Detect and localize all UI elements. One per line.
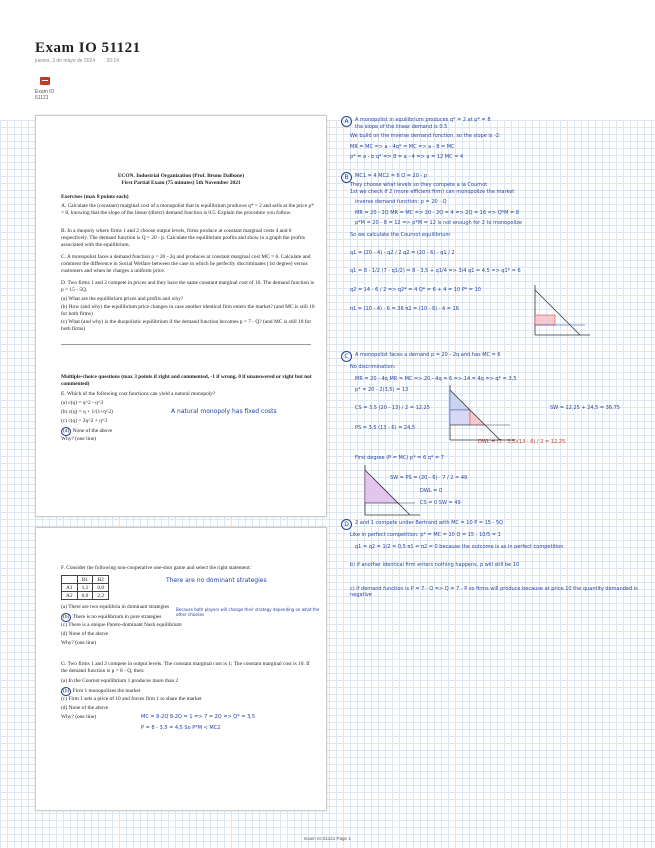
question-e: E. Which of the following cost functions can yield a natural monopoly? — [61, 391, 216, 397]
profit-area — [535, 315, 555, 325]
note-d-2: Like in perfect competition: p* = MC = 10 Q = 15 - 10/5 = 1 — [350, 532, 501, 538]
question-g: G. Two firms 1 and 2 compete in output levels. The constant marginal cost is 1; The constant marginal cost is 10. If the demand function is p = 8 - Q, then: — [61, 661, 310, 674]
note-label-d: D — [341, 519, 352, 530]
why-f: Why? (one line) — [61, 640, 97, 646]
game-cell: 0,0 — [77, 592, 93, 600]
page-date: jueves, 3 de mayo de 2024 — [35, 58, 96, 64]
note-b-2: They choose what levels so they compete a la Cournot — [350, 182, 488, 188]
handwritten-answer-e: A natural monopoly has fixed costs — [171, 408, 277, 415]
handwritten-answer-f: There are no dominant strategies — [166, 577, 267, 584]
game-cell — [62, 576, 78, 584]
uniform-price-graph — [445, 385, 515, 445]
option-f-d: (d) None of the above — [61, 631, 109, 637]
game-matrix — [61, 575, 109, 600]
note-c-5: CS = 3,5 (20 - 13) / 2 = 12,25 — [355, 405, 430, 411]
why-g: Why? (one line) — [61, 714, 97, 720]
page-title: Exam IO 51121 — [35, 40, 141, 56]
handwritten-note-f: Because both players will change their strategy depending on what the other chooses — [176, 607, 320, 617]
mc-heading: Multiple-choice questions (max 3 points if right and commented, -1 if wrong, 0 if unanswered or right but not commented) — [61, 374, 312, 387]
exercise-b: B. In a duopoly where firms 1 and 2 choose output levels, firms produce at constant marginal costs 4 and 6 respectively. The demand function is Q = 20 - p. Calculate the equilibrium profits and show in a graph the profits associated with the equilibrium. — [61, 228, 305, 248]
exercise-c: C. A monopolist faces a demand function p = 20 - 2q and produces at constant marginal cost MC = 6. Calculate and comment the difference in Social Welfare between the case in which he perfectly discriminates (1st degree) versus customers and when he charges a uniform price. — [61, 254, 311, 274]
note-b-1: MC1 = 4 MC2 = 6 Q = 20 - p — [355, 173, 428, 179]
note-b-9: q1 = 8 - 1/2 (7 - q1/2) = 8 - 3,5 + q1/4 => 3/4 q1 = 4,5 => q1* = 6 — [350, 268, 521, 274]
note-a-5: p* = a - b q* => 8 = a - 4 => a = 12 MC = 4 — [350, 154, 464, 160]
option-g-d: (d) None of the above — [61, 705, 109, 711]
exam-page-2 — [35, 527, 327, 811]
game-cell: A1 — [62, 584, 78, 592]
note-a-4: MR = MC => a - 4q* = MC => a - 8 = MC — [350, 144, 455, 150]
note-c-10: SW = PS = (20 - 6) · 7 / 2 = 49 — [390, 475, 468, 481]
exercise-d-b: (b) How (and why) the equilibrium price changes in case another identical firm enters the market? (and MC is still 10 for both firms) — [61, 304, 315, 317]
game-cell: B2 — [93, 576, 109, 584]
option-f-b: (b) There is no equilibrium in pure strategies — [63, 614, 162, 620]
note-b-3: 1st we check if 2 (more efficient firm) can monopolize the market — [350, 189, 515, 195]
game-cell: 0,0 — [93, 584, 109, 592]
option-e-b: (b) c(q) = q + 1/(1+q^2) — [61, 409, 113, 415]
game-cell: B1 — [77, 576, 93, 584]
option-e-d: (d) None of the above — [63, 428, 113, 434]
note-c-7: SW = 12,25 + 24,5 = 36,75 — [550, 405, 620, 411]
option-f-a: (a) There are two equilibria in dominant strategies — [61, 604, 170, 610]
game-row — [62, 592, 109, 600]
question-f: F. Consider the following non-cooperative one-shot game and select the right statement: — [61, 565, 251, 571]
note-c-2: No discrimination: — [350, 364, 396, 370]
cournot-profit-graph — [530, 285, 590, 340]
note-d-3: q1 = q2 = 1/2 = 0,5 π1 = π2 = 0 because the outcome is as in perfect competition — [355, 544, 564, 550]
page-time: 20:14 — [106, 58, 119, 64]
handwritten-answer-g-2: P = 8 - 3,5 = 4,5 So P*M < MC2 — [141, 725, 221, 731]
course-title: ECON. Industrial Organization (Prof. Bruno Dalbone) — [117, 173, 245, 179]
game-cell: 2,2 — [93, 592, 109, 600]
note-c-8: DWL = (7 - 3,5)(13 - 6) / 2 = 12,25 — [478, 439, 566, 445]
note-a-1: A monopolist in equilibrium produces q* = 2 at p* = 8 — [355, 117, 491, 123]
exercise-d: D. Two firms 1 and 2 compete in prices and they have the same constant marginal cost of 10. The demand function is p = 15 - 5Q. — [61, 280, 314, 293]
note-b-11: π1 = (10 - 4) · 6 = 36 π2 = (10 - 6) · 4 = 16 — [350, 306, 459, 312]
attachment-name[interactable]: Exam IO 51121 — [35, 89, 55, 101]
note-d-1: 2 and 1 compete under Bertrand with MC = 10 P = 15 - 5Q — [355, 520, 504, 526]
note-c-12: CS = 0 SW = 49 — [420, 500, 461, 506]
page-footer: Exam IO 51121 Page 1 — [304, 836, 351, 841]
note-c-4: p* = 20 - 2(3,5) = 13 — [355, 387, 409, 393]
exercise-d-a: (a) What are the equilibrium prices and profits and why? — [61, 296, 184, 302]
demand-line — [535, 290, 580, 335]
game-cell: A2 — [62, 592, 78, 600]
note-c-11: DWL = 0 — [420, 488, 443, 494]
note-label-c: C — [341, 351, 352, 362]
game-header-row — [62, 576, 109, 584]
exam-title: First Partial Exam (75 minutes) 5th November 2021 — [121, 180, 241, 186]
game-row — [62, 584, 109, 592]
game-cell: 1,1 — [77, 584, 93, 592]
note-a-2: the slope of the linear demand is 0.5 — [355, 124, 448, 130]
notebook-header — [0, 0, 655, 120]
note-b-6: p*M = 20 - 8 = 12 => p*M = 12 is not enough for 2 to monopolize — [355, 220, 522, 226]
option-g-a: (a) In the Cournot equilibrium 1 produces more than 2 — [61, 678, 179, 684]
option-f-c: (c) There is a unique Pareto-dominant Nash equilibrium — [61, 622, 182, 628]
option-e-a: (a) c(q) = q^2 - q^3 — [61, 400, 104, 406]
note-b-8: q1 = (20 - 4) - q2 / 2 q2 = (20 - 6) - q1 / 2 — [350, 250, 455, 256]
selected-option-mark: (b) — [63, 614, 70, 620]
note-b-7: So we calculate the Cournot equilibrium — [350, 232, 451, 238]
selected-option-mark: (d) — [63, 428, 70, 434]
first-degree-graph — [360, 465, 420, 520]
note-c-1: A monopolist faces a demand p = 20 - 2q and has MC = 6 — [355, 352, 501, 358]
note-label-a: A — [341, 116, 352, 127]
divider — [61, 344, 311, 345]
note-c-9: First degree (P = MC) p* = 6 q* = 7 — [355, 455, 444, 461]
note-b-4: inverse demand function: p = 20 - Q — [355, 199, 447, 205]
why-e: Why? (one line) — [61, 436, 97, 442]
note-b-10: q2 = 14 - 6 / 2 => q2* = 4 Q* = 6 + 4 = 10 P* = 10 — [350, 287, 481, 293]
option-e-c: (c) c(q) = 2q^2 + q^3 — [61, 418, 108, 424]
exercise-d-c: (c) What (and why) is the duopolistic equilibrium if the demand function becomes p = 7 - Q? (and MC is still 10 for both firms) — [61, 319, 312, 332]
note-d-4: b) if another identical firm enters nothing happens, p will still be 10 — [350, 562, 520, 568]
exercise-a: A. Calculate the (constant) marginal cost of a monopolist that in equilibrium produces q* = 2 and sells at the price p* = 8, knowing that the slope of the linear (direct) demand function is 0.5. Explain the procedure you follow. — [61, 203, 314, 216]
pdf-attachment-icon[interactable] — [40, 77, 50, 85]
exercises-heading: Exercises (max 8 points each) — [61, 194, 129, 200]
note-b-5: MR = 20 - 2Q MR = MC => 20 - 2Q = 4 => 2Q = 16 => Q*M = 8 — [355, 210, 519, 216]
option-g-c: (c) Firm 1 sets a price of 10 and forces firm 1 to share the market — [61, 696, 202, 702]
selected-option-mark: (b) — [63, 688, 70, 694]
note-c-3: MR = 20 - 4q MR = MC => 20 - 4q = 6 => 14 = 4q => q* = 3,5 — [355, 376, 517, 382]
page-meta — [35, 58, 129, 64]
note-d-5: c) if demand function is P = 7 - Q => Q = 7 - P so firms will produce because at price 10 the quantity demanded is negative — [350, 586, 638, 598]
handwritten-answer-g-1: MC = 8-2Q 8-2Q = 1 => 7 = 2Q => Q* = 3,5 — [141, 714, 256, 720]
option-g-b: (b) Firm 1 monopolizes the market — [63, 688, 141, 694]
exam-page-1 — [35, 115, 327, 517]
note-label-b: B — [341, 172, 352, 183]
note-a-3: We build on the inverse demand function, so the slope is -2: — [350, 133, 501, 139]
producer-surplus-area — [450, 410, 470, 425]
note-c-6: PS = 3,5 (13 - 6) = 24,5 — [355, 425, 416, 431]
